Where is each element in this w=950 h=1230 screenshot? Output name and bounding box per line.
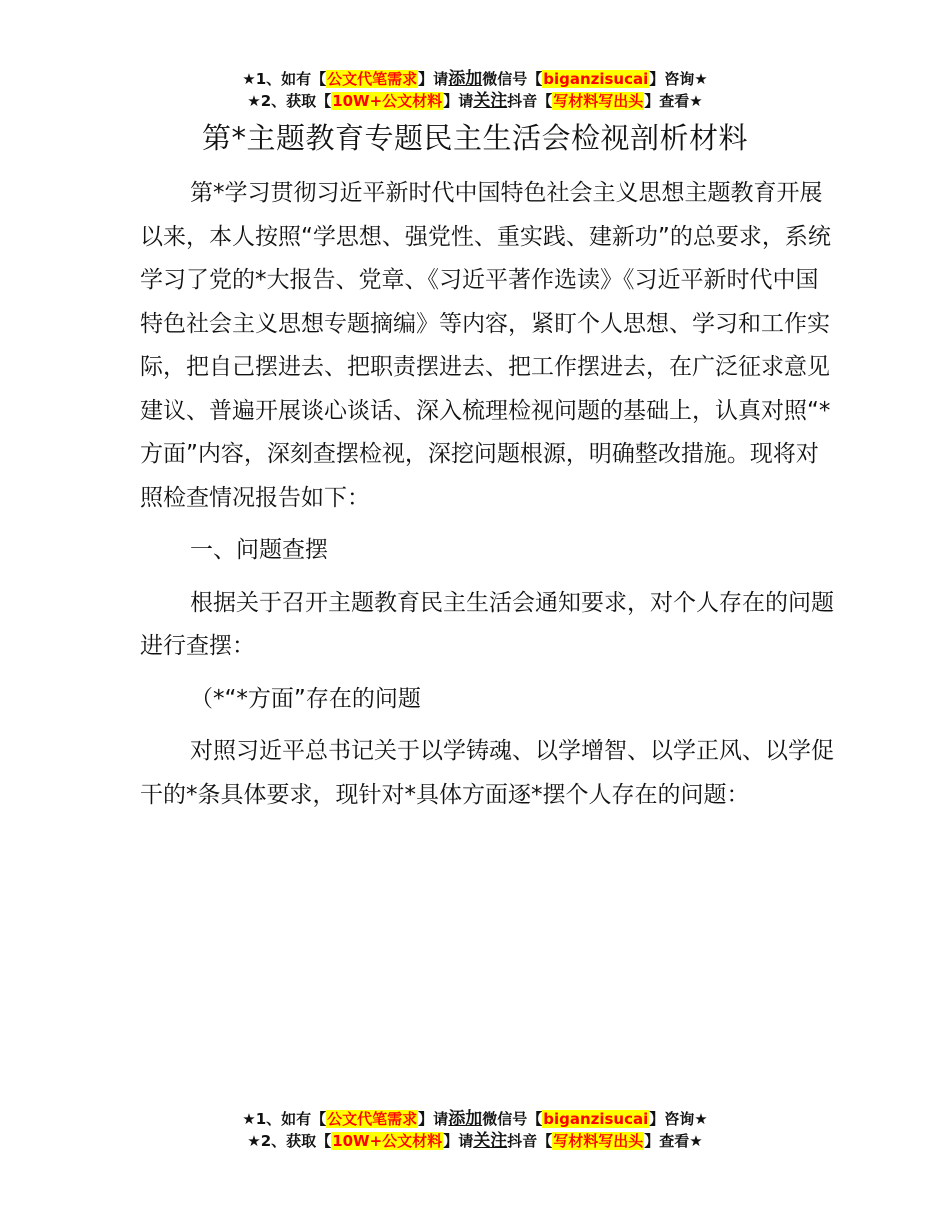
header-promo-banner — [0, 68, 950, 112]
promo-line-1: ★1、如有【公文代笔需求】请添加微信号【biganzisucai】咨询★ — [242, 1109, 708, 1129]
promo-highlight: 10W+公文材料 — [332, 92, 443, 110]
promo-highlight: 公文代笔需求 — [327, 70, 418, 88]
footer-promo-banner — [0, 1108, 950, 1152]
promo-line-1: ★1、如有【公文代笔需求】请添加微信号【biganzisucai】咨询★ — [242, 69, 708, 89]
promo-highlight: 写材料写出头 — [553, 1132, 644, 1150]
body-paragraph: 对照习近平总书记关于以学铸魂、以学增智、以学正风、以学促干的*条具体要求，现针对*具体方面逐*摆个人存在的问题： — [140, 738, 834, 808]
promo-highlight: biganzisucai — [543, 70, 649, 88]
promo-line-2: ★2、获取【10W+公文材料】请关注抖音【写材料写出头】查看★ — [247, 1131, 703, 1151]
document-title: 第*主题教育专题民主生活会检视剖析材料 — [201, 121, 748, 155]
promo-highlight: 10W+公文材料 — [332, 1132, 443, 1150]
section-heading: 一、问题查摆 — [190, 537, 328, 563]
promo-line-2: ★2、获取【10W+公文材料】请关注抖音【写材料写出头】查看★ — [247, 91, 703, 111]
body-paragraph: 根据关于召开主题教育民主生活会通知要求，对个人存在的问题进行查摆： — [140, 589, 834, 659]
promo-highlight: 公文代笔需求 — [327, 1110, 418, 1128]
subsection-heading: （*“*方面”存在的问题 — [190, 685, 421, 712]
document-body — [140, 172, 840, 826]
body-paragraph: 第*学习贯彻习近平新时代中国特色社会主义思想主题教育开展以来，本人按照“学思想、强党性、重实践、建新功”的总要求，系统学习了党的*大报告、党章、《习近平著作选读》《习近平新时代中国特色社会主义思想专题摘编》等内容，紧盯个人思想、学习和工作实际，把自己摆进去、把职责摆进去、把工作摆进去，在广泛征求意见建议、普遍开展谈心谈话、深入梳理检视问题的基础上，认真对照“*方面”内容，深刻查摆检视，深挖问题根源，明确整改措施。现将对照检查情况报告如下： — [140, 180, 831, 511]
promo-highlight: biganzisucai — [543, 1110, 649, 1128]
promo-highlight: 写材料写出头 — [553, 92, 644, 110]
